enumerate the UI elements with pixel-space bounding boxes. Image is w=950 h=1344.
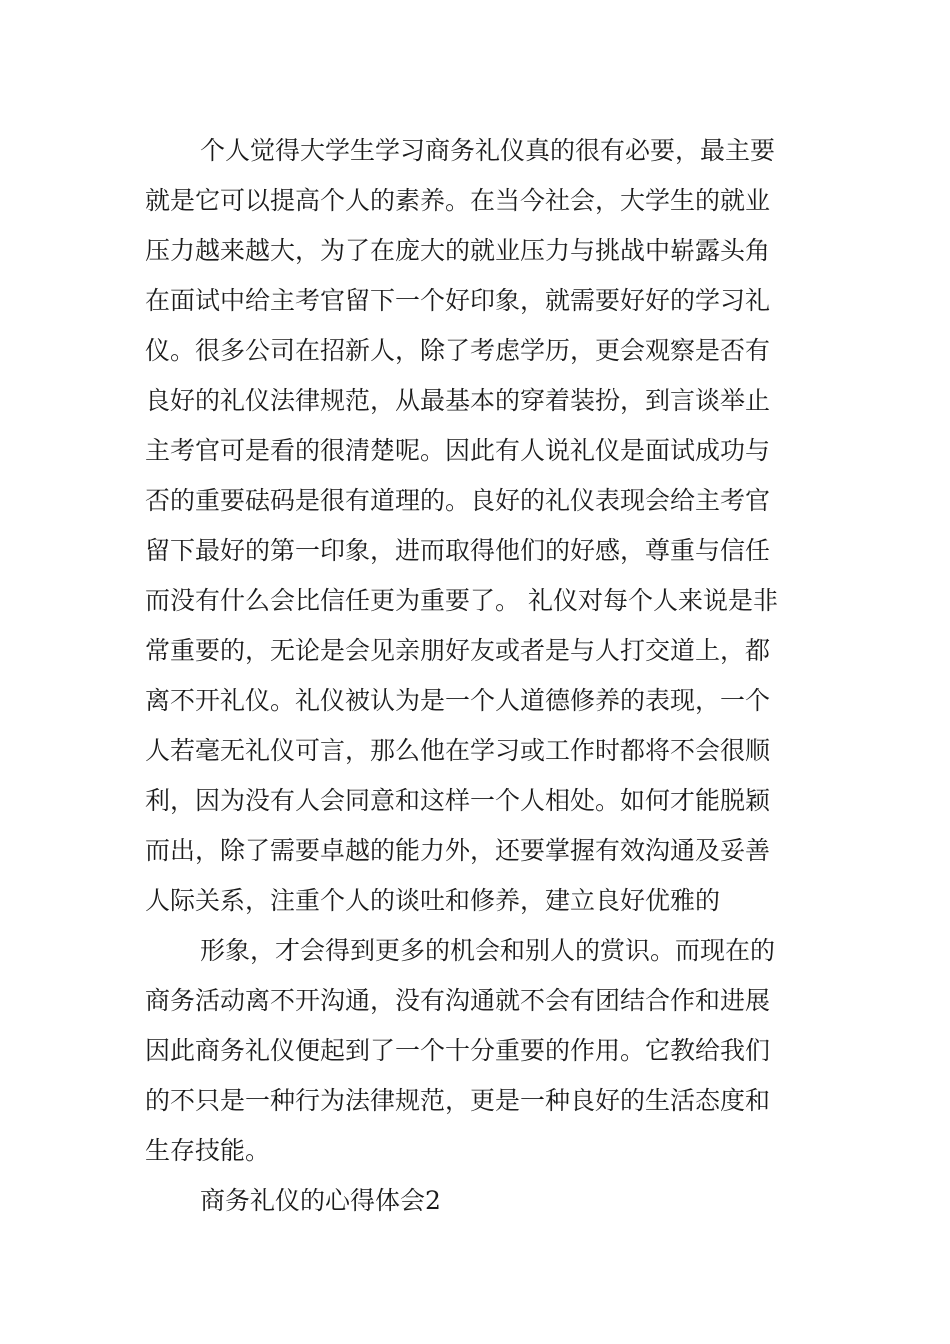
paragraph-line: 形象，才会得到更多的机会和别人的赏识。而现在的 (200, 936, 776, 965)
paragraph-line: 良好的礼仪法律规范，从最基本的穿着装扮，到言谈举止 (145, 386, 771, 415)
paragraph-line: 生存技能。 (145, 1136, 271, 1165)
paragraph-line: 在面试中给主考官留下一个好印象，就需要好好的学习礼 (145, 286, 771, 315)
paragraph-line: 否的重要砝码是很有道理的。良好的礼仪表现会给主考官 (145, 486, 771, 515)
paragraph-line: 离不开礼仪。礼仪被认为是一个人道德修养的表现，一个 (145, 686, 771, 715)
paragraph-line: 商务活动离不开沟通，没有沟通就不会有团结合作和进展 (145, 986, 771, 1015)
paragraph-line: 压力越来越大，为了在庞大的就业压力与挑战中崭露头角 (145, 236, 771, 265)
paragraph-line: 人际关系，注重个人的谈吐和修养，建立良好优雅的 (145, 886, 721, 915)
paragraph-line: 人若毫无礼仪可言，那么他在学习或工作时都将不会很顺 (145, 736, 771, 765)
paragraph-line: 仪。很多公司在招新人，除了考虑学历，更会观察是否有 (145, 336, 771, 365)
paragraph-line: 留下最好的第一印象，进而取得他们的好感，尊重与信任 (145, 536, 771, 565)
paragraph-line: 利，因为没有人会同意和这样一个人相处。如何才能脱颖 (145, 786, 771, 815)
paragraph-line: 而出，除了需要卓越的能力外，还要掌握有效沟通及妥善 (145, 836, 771, 865)
paragraph-line: 主考官可是看的很清楚呢。因此有人说礼仪是面试成功与 (145, 436, 771, 465)
paragraph-line: 因此商务礼仪便起到了一个十分重要的作用。它教给我们 (145, 1036, 771, 1065)
paragraph-line: 而没有什么会比信任更为重要了。 礼仪对每个人来说是非 (145, 586, 778, 615)
paragraph-line: 的不只是一种行为法律规范，更是一种良好的生活态度和 (145, 1086, 771, 1115)
section-heading: 商务礼仪的心得体会2 (200, 1186, 441, 1215)
paragraph-line: 就是它可以提高个人的素养。在当今社会，大学生的就业 (145, 186, 771, 215)
paragraph-line: 常重要的，无论是会见亲朋好友或者是与人打交道上，都 (145, 636, 771, 665)
paragraph-line: 个人觉得大学生学习商务礼仪真的很有必要，最主要 (200, 136, 776, 165)
